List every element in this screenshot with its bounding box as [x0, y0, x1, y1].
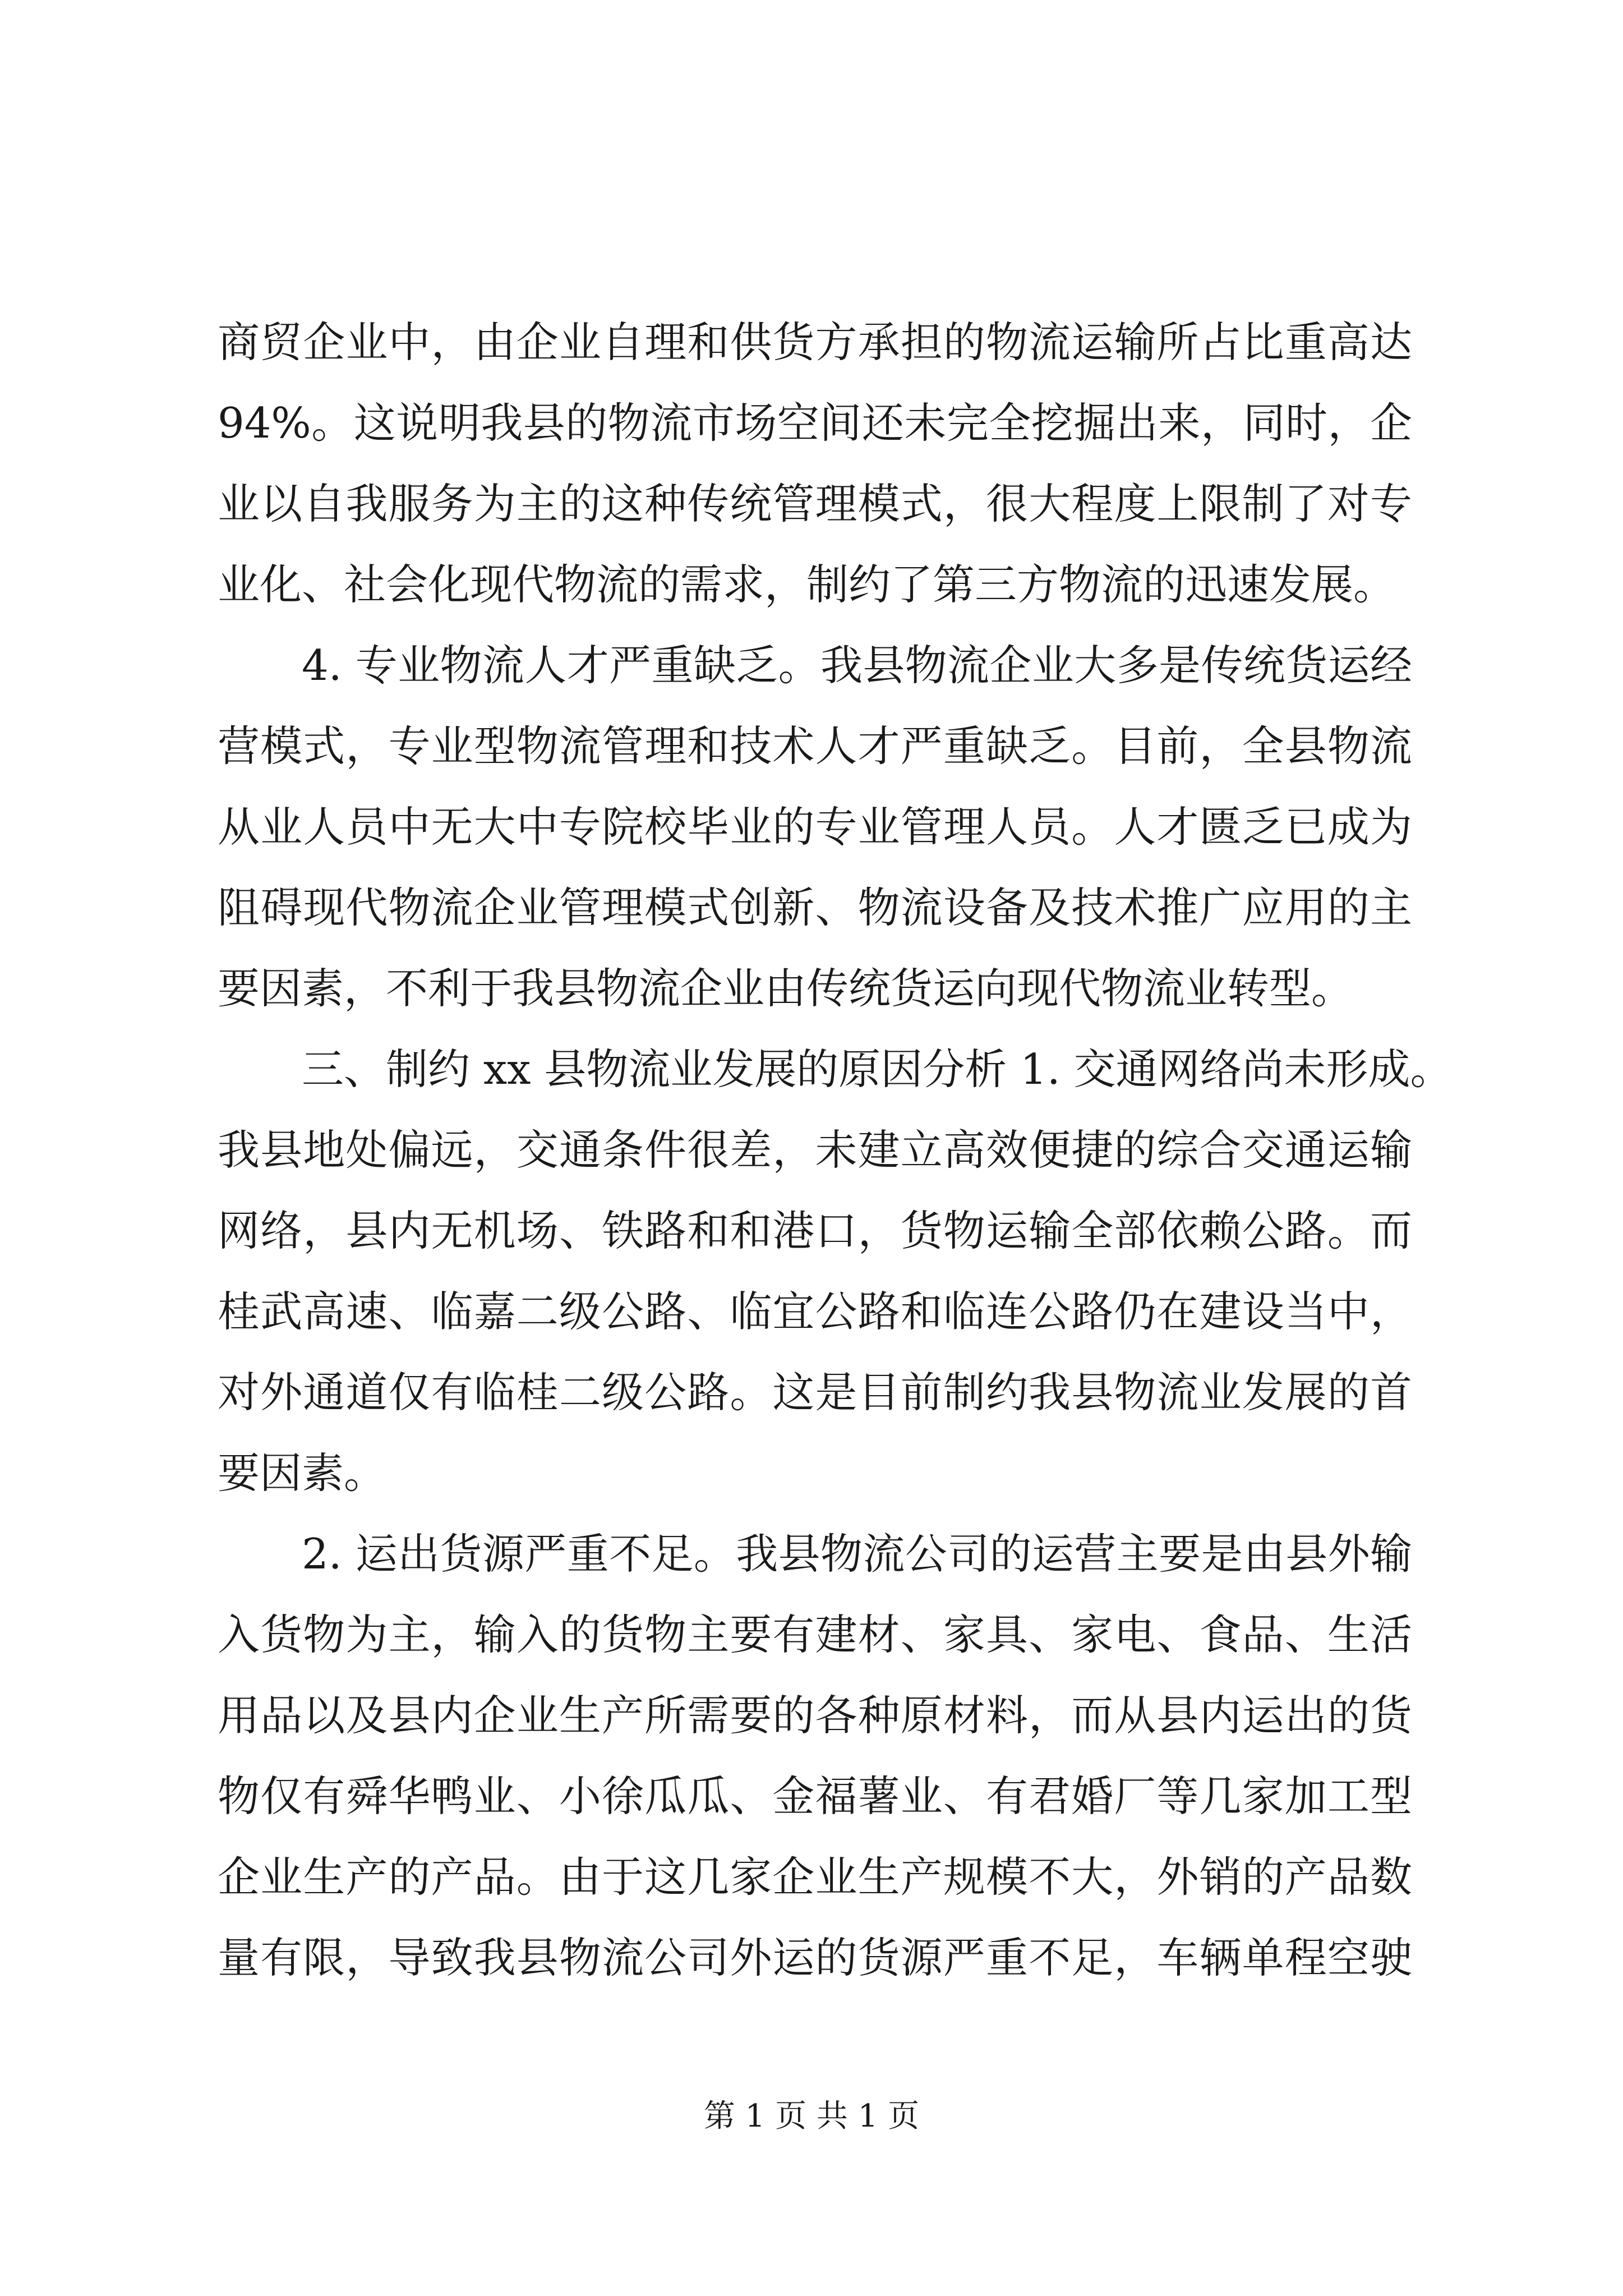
text-line: 业以自我服务为主的这种传统管理模式，很大程度上限制了对专: [218, 479, 1412, 528]
text-line: 从业人员中无大中专院校毕业的专业管理人员。人才匮乏已成为: [218, 802, 1412, 852]
text-line: 4. 专业物流人才严重缺乏。我县物流企业大多是传统货运经: [302, 641, 1412, 690]
text-line: 要因素，不利于我县物流企业由传统货运向现代物流业转型。: [218, 964, 1354, 1013]
text-line: 入货物为主，输入的货物主要有建材、家具、家电、食品、生活: [218, 1610, 1412, 1659]
text-line: 94%。这说明我县的物流市场空间还未完全挖掘出来，同时，企: [218, 398, 1412, 448]
text-line: 对外通道仅有临桂二级公路。这是目前制约我县物流业发展的首: [218, 1368, 1412, 1417]
text-line: 桂武高速、临嘉二级公路、临宜公路和临连公路仍在建设当中，: [218, 1287, 1412, 1336]
text-line: 用品以及县内企业生产所需要的各种原材料，而从县内运出的货: [218, 1691, 1412, 1740]
text-line: 商贸企业中，由企业自理和供货方承担的物流运输所占比重高达: [218, 318, 1412, 367]
text-line: 三、制约 xx 县物流业发展的原因分析 1. 交通网络尚未形成。: [302, 1045, 1453, 1094]
text-line: 2. 运出货源严重不足。我县物流公司的运营主要是由县外输: [302, 1529, 1412, 1579]
text-line: 营模式，专业型物流管理和技术人才严重缺乏。目前，全县物流: [218, 721, 1412, 771]
text-line: 业化、社会化现代物流的需求，制约了第三方物流的迅速发展。: [218, 560, 1396, 609]
page-footer: [0, 2097, 1623, 2136]
page-number: 第 1 页 共 1 页: [703, 2098, 920, 2134]
text-line: 要因素。: [218, 1448, 386, 1498]
text-line: 我县地处偏远，交通条件很差，未建立高效便捷的综合交通运输: [218, 1125, 1412, 1175]
text-line: 物仅有舜华鸭业、小徐瓜瓜、金福薯业、有君婚厂等几家加工型: [218, 1772, 1412, 1821]
text-line: 量有限，导致我县物流公司外运的货源严重不足，车辆单程空驶: [218, 1933, 1412, 1982]
text-line: 企业生产的产品。由于这几家企业生产规模不大，外销的产品数: [218, 1852, 1412, 1902]
text-line: 网络，县内无机场、铁路和和港口，货物运输全部依赖公路。而: [218, 1206, 1412, 1255]
text-line: 阻碍现代物流企业管理模式创新、物流设备及技术推广应用的主: [218, 883, 1412, 932]
document-body: [218, 302, 1453, 1998]
